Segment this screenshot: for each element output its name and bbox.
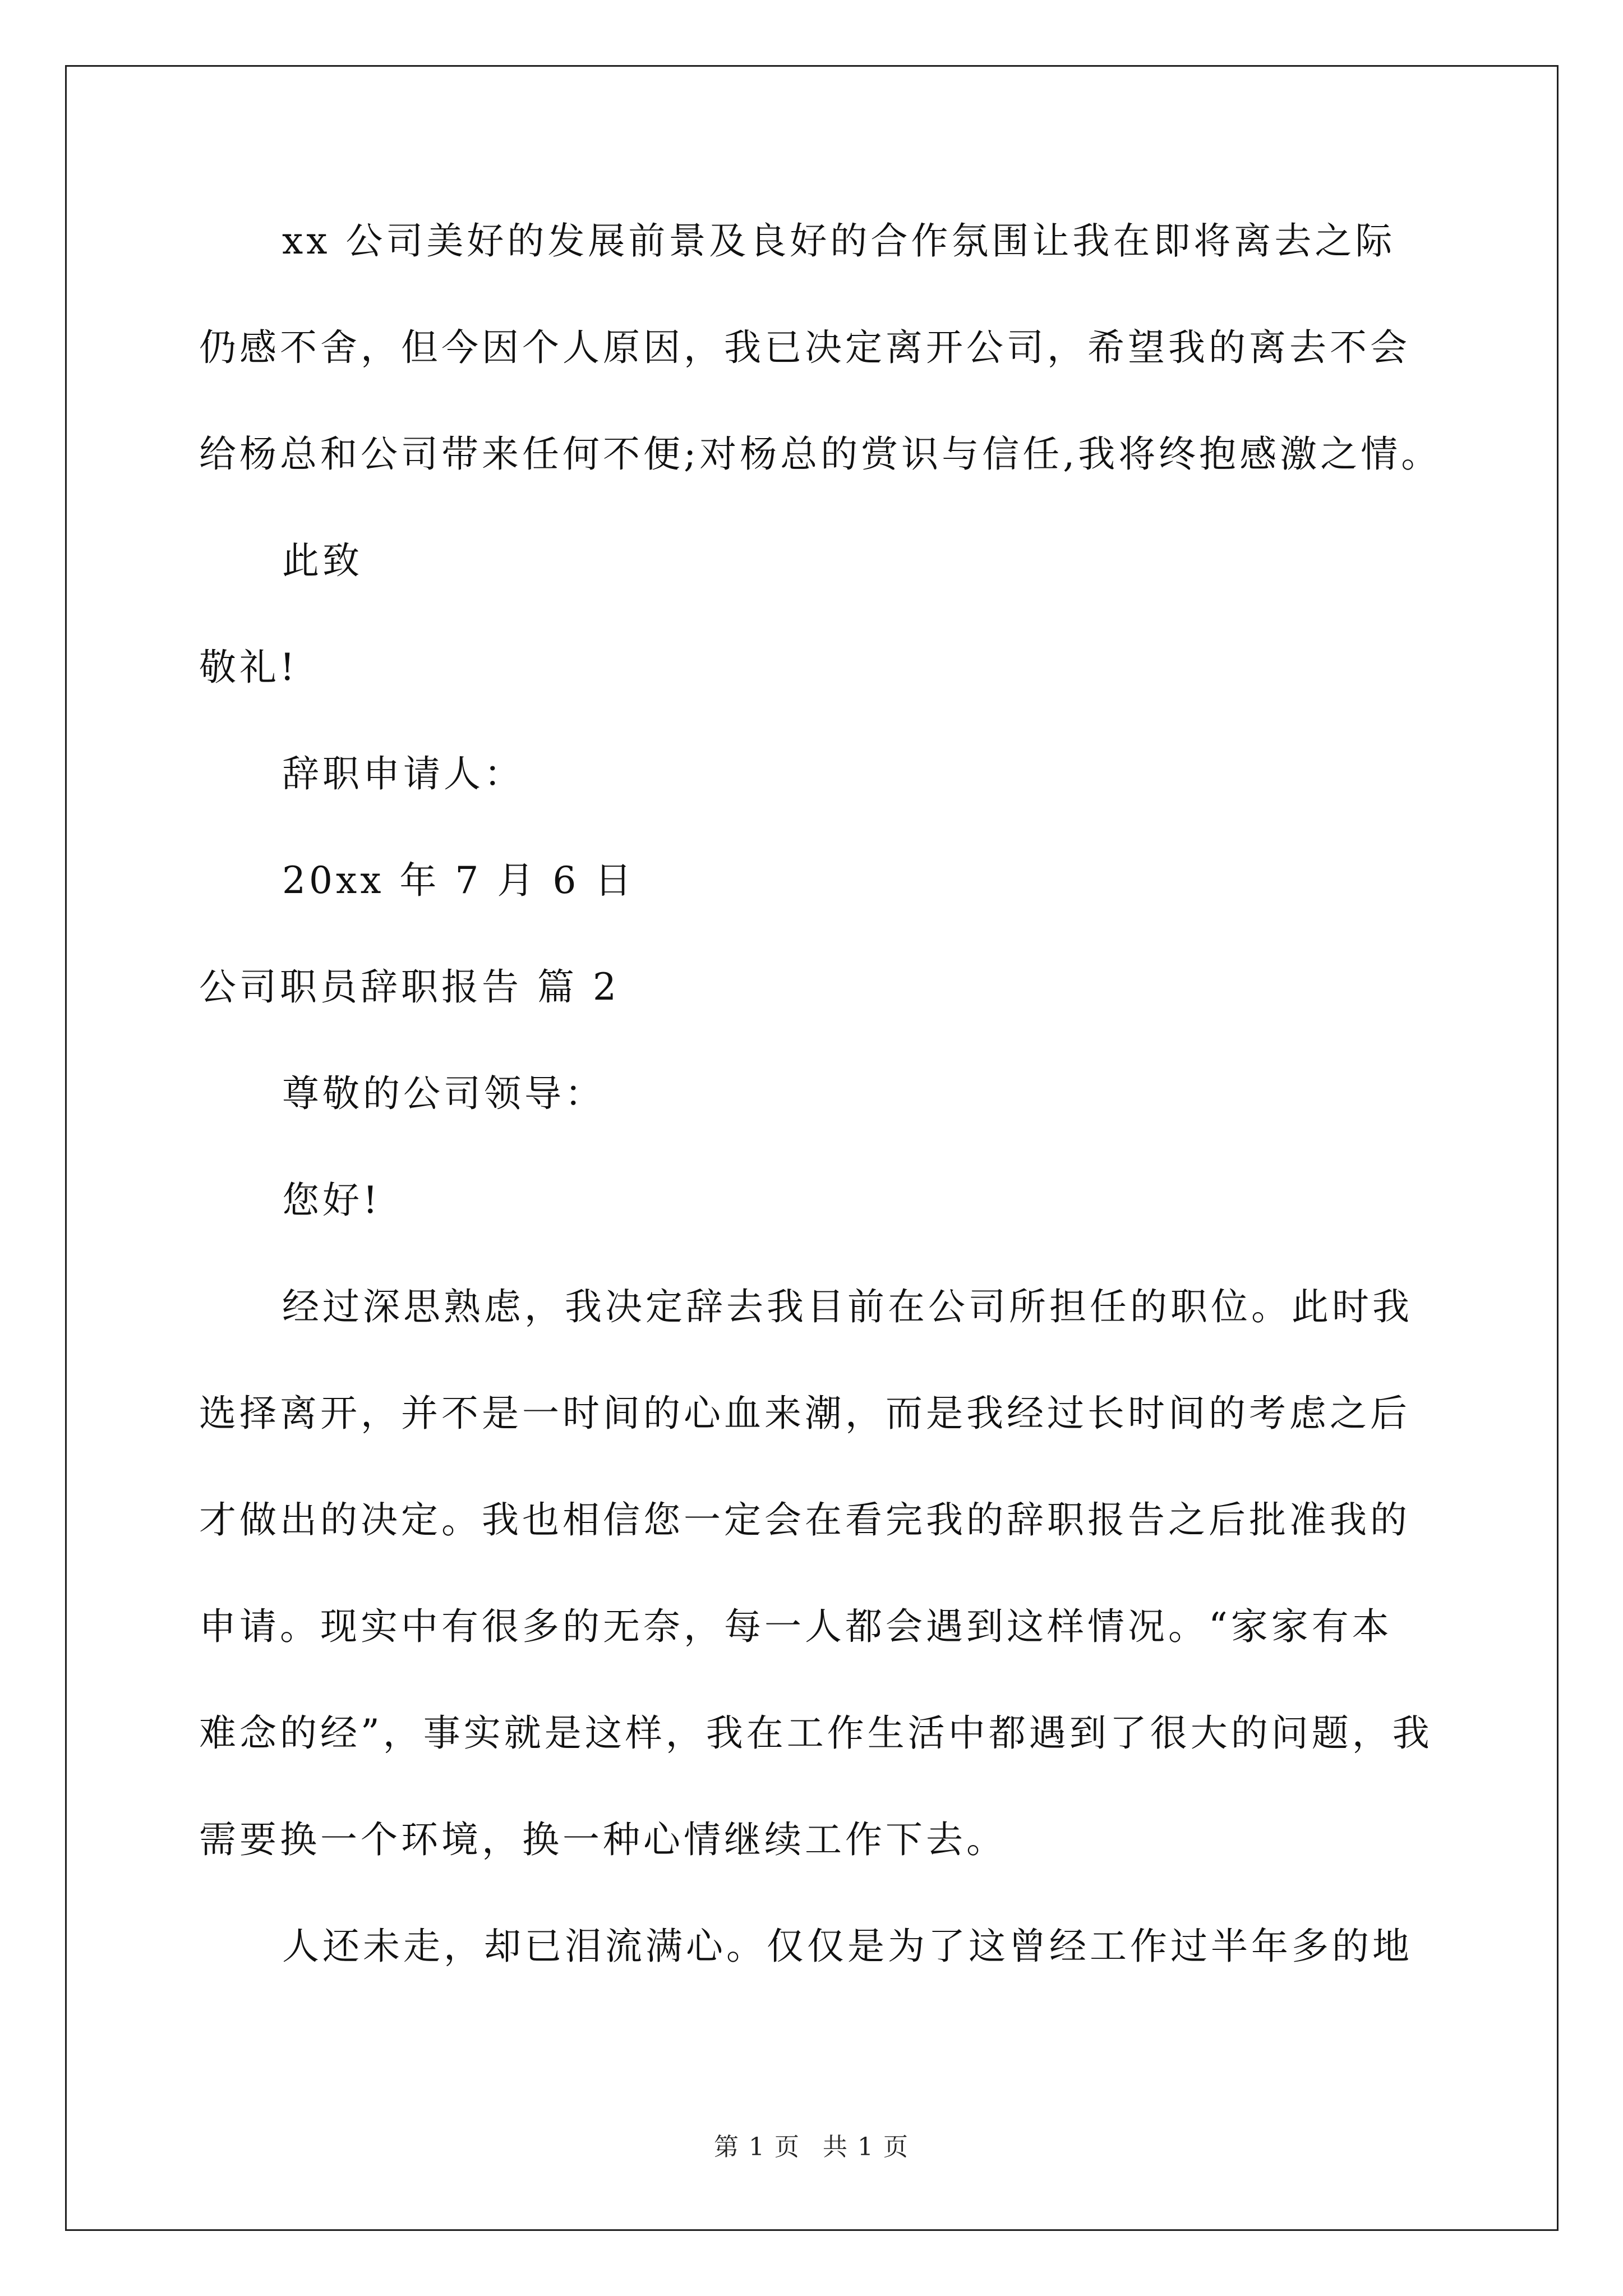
- text-line-16: 需要换一个环境，换一种心情继续工作下去。: [199, 1818, 1007, 1861]
- text-line-13: 才做出的决定。我也相信您一定会在看完我的辞职报告之后批准我的: [199, 1498, 1410, 1542]
- letter-date: 20xx 年 7 月 6 日: [282, 859, 635, 902]
- text-line-11: 经过深思熟虑，我决定辞去我目前在公司所担任的职位。此时我: [282, 1285, 1413, 1328]
- text-line-12: 选择离开，并不是一时间的心血来潮，而是我经过长时间的考虑之后: [199, 1392, 1410, 1435]
- closing-regards: 敬礼!: [199, 646, 298, 689]
- text-line-15: 难念的经”，事实就是这样，我在工作生活中都遇到了很大的问题，我: [199, 1711, 1433, 1755]
- page-total: 共 1 页: [823, 2133, 909, 2161]
- applicant-label: 辞职申请人：: [282, 752, 524, 795]
- greeting-recipient: 尊敬的公司领导：: [282, 1072, 605, 1115]
- page-footer: [0, 2132, 1623, 2163]
- greeting-hello: 您好!: [282, 1179, 381, 1222]
- text-line-1: xx 公司美好的发展前景及良好的合作氛围让我在即将离去之际: [282, 219, 1396, 263]
- text-line-3: 给杨总和公司带来任何不便;对杨总的赏识与信任,我将终抱感激之情。: [199, 432, 1442, 476]
- document-body: [199, 218, 1442, 2030]
- text-line-14: 申请。现实中有很多的无奈，每一人都会遇到这样情况。“家家有本: [199, 1605, 1393, 1648]
- closing-salutation: 此致: [282, 539, 363, 582]
- text-line-17: 人还未走，却已泪流满心。仅仅是为了这曾经工作过半年多的地: [282, 1925, 1413, 1968]
- page-number: 第 1 页: [714, 2133, 800, 2161]
- section-heading: 公司职员辞职报告 篇 2: [199, 965, 620, 1009]
- text-line-2: 仍感不舍，但今因个人原因，我已决定离开公司，希望我的离去不会: [199, 326, 1410, 369]
